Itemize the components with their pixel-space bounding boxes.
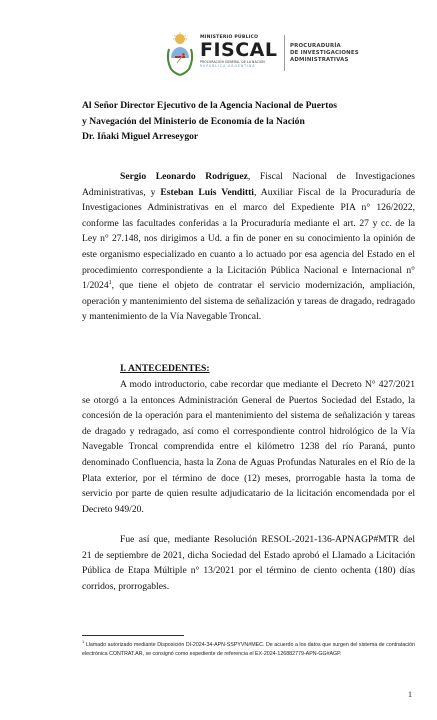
footnote-text: Llamado autorizado mediante Disposición DI-2024-34-APN-SSPYVN#MEC. De acuerdo a los datos que surgen del sistema de contratación electrónica CONTRAT.AR, se consignó como expediente de referencia el EX-2024-126882779-APN-GG#AGP. (82, 642, 415, 657)
addressee-line: Al Señor Director Ejecutivo de la Agencia Nacional de Puertos (82, 100, 338, 111)
procuraduria-line: ADMINISTRATIVAS (290, 57, 349, 63)
brand-block (200, 35, 280, 68)
footnote-number: 1 (82, 639, 85, 645)
procuraduria-line: PROCURADURÍA (290, 43, 341, 49)
background-paragraph: A modo introductorio, cabe recordar que mediante el Decreto N° 427/2021 se otorgó a la entonces Administración General de Puertos Sociedad del Estado, la concesión de la operación para el mantenimiento del sistema de señalización y tareas de dragado y redragado, así como el correspondiente control hidrológico de la Vía Navegable Troncal comprendida entre el kilómetro 1238 del río Paraná, punto denominado Confluencia, hasta la Zona de Aguas Profundas Naturales en el Río de la Plata exterior, por el término de doce (12) meses, prorrogable hasta la toma de servicio por parte de quien resulte adjudicatario de la licitación encomendada por el Decreto 949/20. (82, 379, 415, 515)
header-logo (164, 31, 380, 77)
paragraph-text: , Auxiliar Fiscal de la Procuraduría de Investigaciones Administrativas en el marco del Expediente PIA n° 126/2022, conforme las facultades conferidas a la Procuraduría mediante el art. 27 y cc. de la Ley n° 27.148, nos dirigimos a Ud. a fin de poner en su conocimiento la opinión de este organismo especializado en cuanto a lo actuado por esa agencia del Estado en el procedimiento correspondiente a la Licitación Pública Nacional e Internacional n° 1/2024 (82, 186, 415, 292)
addressee-line: Dr. Iñaki Miguel Arreseygor (82, 131, 199, 143)
coat-of-arms-icon (164, 31, 196, 77)
addressee-line: y Navegación del Ministerio de Economía de la Nación (82, 115, 305, 127)
signer-name: Esteban Luis Venditti (160, 186, 254, 198)
brand-ministry: MINISTERIO PÚBLICO (200, 35, 259, 40)
brand-country: REPÚBLICA ARGENTINA (200, 64, 256, 68)
signer-name: Sergio Leonardo Rodríguez (120, 171, 248, 182)
brand-subtitle: PROCURACIÓN GENERAL DE LA NACIÓN (200, 60, 265, 64)
section-heading: I. ANTECEDENTES: (120, 363, 210, 374)
header-divider (284, 35, 285, 71)
procuraduria-name (290, 43, 359, 64)
brand-fiscal: FISCAL (200, 39, 278, 61)
paragraph-text: , que tiene el objeto de contratar el servicio modernización, ampliación, operación y mantenimiento del sistema de señalización y tareas de dragado, redragado y mantenimiento de la Vía Navegable Troncal. (82, 280, 415, 323)
background-paragraph: Fue así que, mediante Resolución RESOL-2021-136-APNAGP#MTR del 21 de septiembre de 2021, dicha Sociedad del Estado aprobó el Llamado a Licitación Pública de Etapa Múltiple n° 13/2021 por el término de ciento ochenta (180) días corridos, prorrogables. (82, 534, 415, 592)
footnote-separator (82, 635, 184, 636)
intro-paragraph (82, 169, 415, 325)
paragraph-text: , Fiscal Nacional de Investigaciones Administrativas, y (82, 171, 415, 198)
page-number: 1 (408, 690, 412, 699)
footnote (82, 641, 415, 658)
footnote-reference[interactable]: 1 (108, 279, 112, 286)
procuraduria-line: DE INVESTIGACIONES (290, 50, 359, 56)
addressee-block (82, 98, 422, 145)
